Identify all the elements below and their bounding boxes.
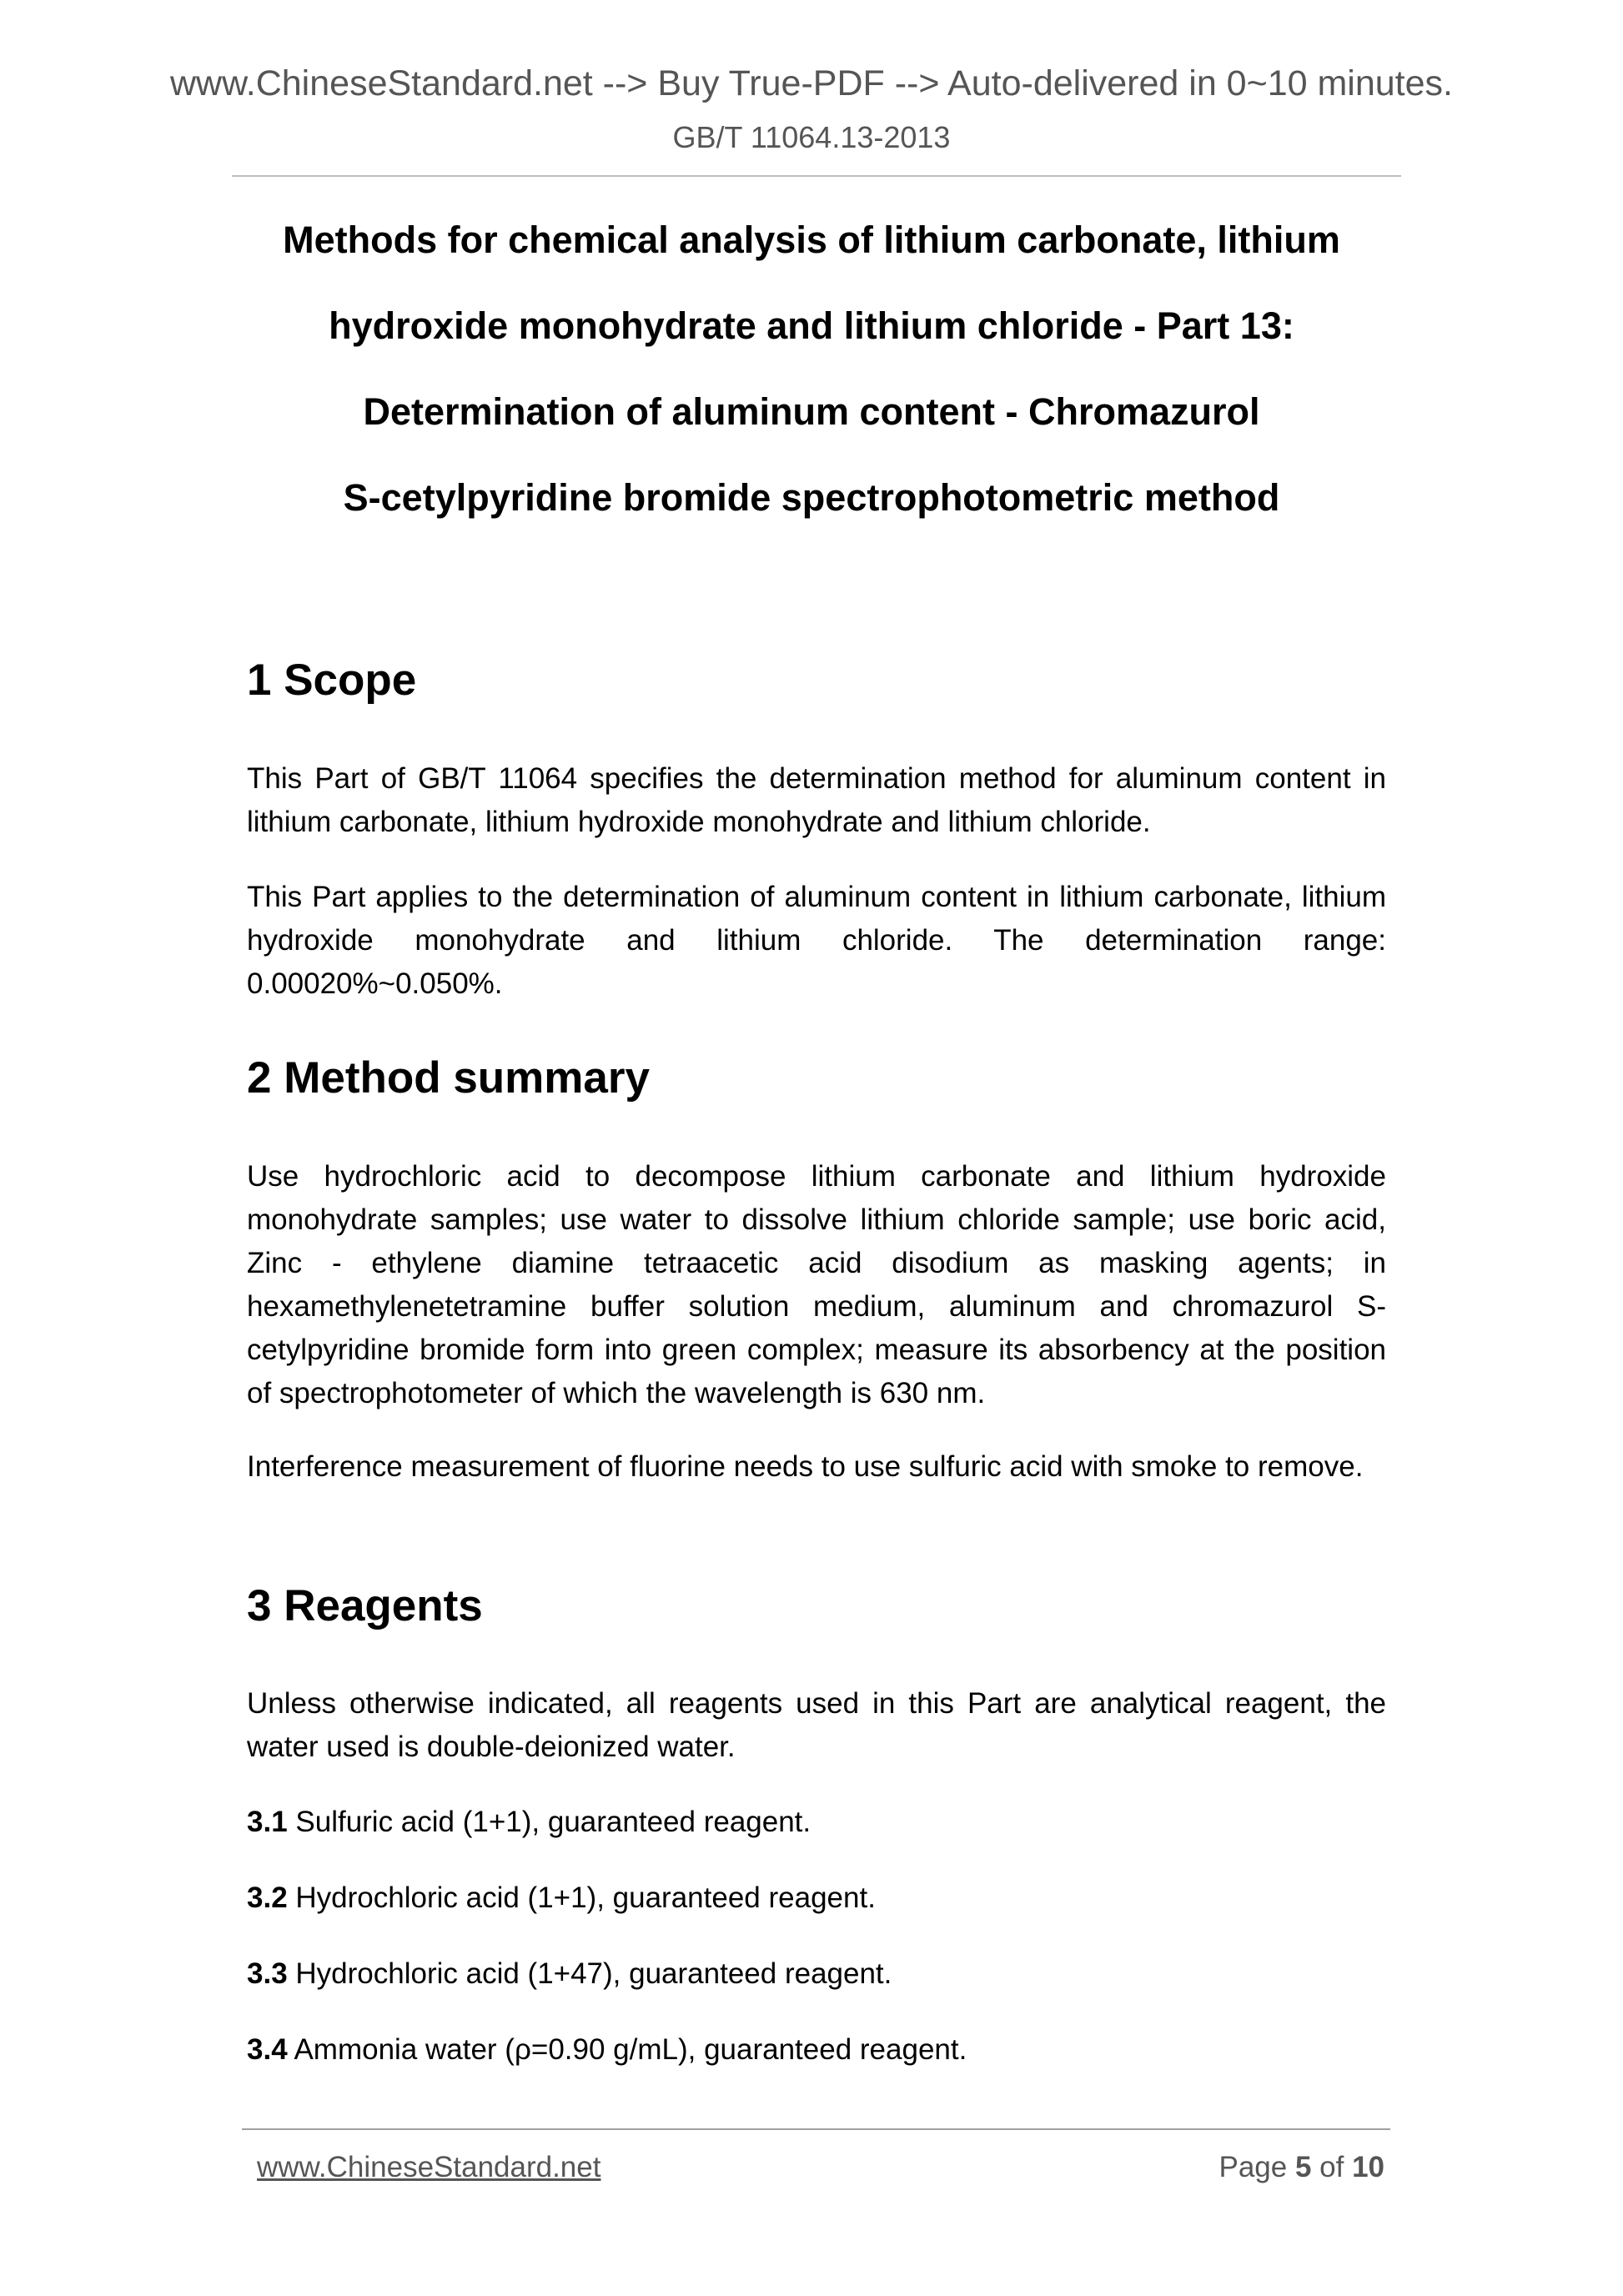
reagents-paragraph-1: Unless otherwise indicated, all reagents used in this Part are analytical reagent, the water used is double-deionized water.: [247, 1687, 1386, 1763]
reagent-item-number: 3.2: [247, 1882, 288, 1914]
reagent-item: [247, 1876, 1386, 1920]
reagent-item-number: 3.3: [247, 1957, 288, 1990]
section-heading-scope: 1 Scope: [247, 656, 417, 705]
document-title-line-1: Methods for chemical analysis of lithium carbonate, lithium: [283, 219, 1340, 261]
reagent-item-text: Hydrochloric acid (1+1), guaranteed reagent.: [287, 1882, 876, 1914]
standard-code: GB/T 11064.13-2013: [672, 120, 951, 154]
reagent-item: [247, 1952, 1386, 1996]
reagent-item-text: Hydrochloric acid (1+47), guaranteed reagent.: [287, 1957, 892, 1990]
footer-site-link[interactable]: www.ChineseStandard.net: [257, 2151, 601, 2183]
header-banner: www.ChineseStandard.net --> Buy True-PDF --> Auto-delivered in 0~10 minutes.: [169, 63, 1453, 103]
method-summary-paragraph-2: Interference measurement of fluorine needs to use sulfuric acid with smoke to remove.: [247, 1450, 1364, 1483]
reagent-item: [247, 1801, 1386, 1844]
document-title-line-3: Determination of aluminum content - Chromazurol: [363, 390, 1260, 433]
reagent-item-text: Sulfuric acid (1+1), guaranteed reagent.: [287, 1806, 812, 1838]
scope-paragraph-2: This Part applies to the determination of aluminum content in lithium carbonate, lithium hydroxide monohydrate and lithium chloride. The determination range: 0.00020%~0.050%.: [247, 881, 1386, 1000]
scope-paragraph-1: This Part of GB/T 11064 specifies the determination method for aluminum content in lithium carbonate, lithium hydroxide monohydrate and lithium chloride.: [247, 762, 1386, 838]
document-title-line-2: hydroxide monohydrate and lithium chloride - Part 13:: [329, 304, 1294, 347]
document-title-line-4: S-cetylpyridine bromide spectrophotometric method: [343, 476, 1280, 519]
section-heading-reagents: 3 Reagents: [247, 1581, 483, 1630]
method-summary-paragraph-1: Use hydrochloric acid to decompose lithium carbonate and lithium hydroxide monohydrate samples; use water to dissolve lithium chloride sample; use boric acid, Zinc - ethylene diamine tetraacetic acid disodium as masking agents; in hexamethylenetetramine buffer solution medium, aluminum and chromazurol S-cetylpyridine bromide form into green complex; measure its absorbency at the position of spectrophotometer of which the wavelength is 630 nm.: [247, 1160, 1386, 1409]
page-of-label: of: [1311, 2151, 1353, 2183]
header-divider: [232, 175, 1401, 177]
page-label: Page: [1219, 2151, 1295, 2183]
reagent-item-number: 3.4: [247, 2033, 288, 2066]
section-heading-method-summary: 2 Method summary: [247, 1053, 651, 1103]
footer-divider: [242, 2128, 1390, 2130]
current-page: 5: [1294, 2151, 1312, 2183]
reagent-item-number: 3.1: [247, 1806, 288, 1838]
page-number: [1219, 2151, 1384, 2184]
reagent-item: [247, 2028, 1386, 2072]
reagent-item-text: Ammonia water (ρ=0.90 g/mL), guaranteed reagent.: [287, 2033, 967, 2066]
total-pages: 10: [1352, 2151, 1384, 2183]
